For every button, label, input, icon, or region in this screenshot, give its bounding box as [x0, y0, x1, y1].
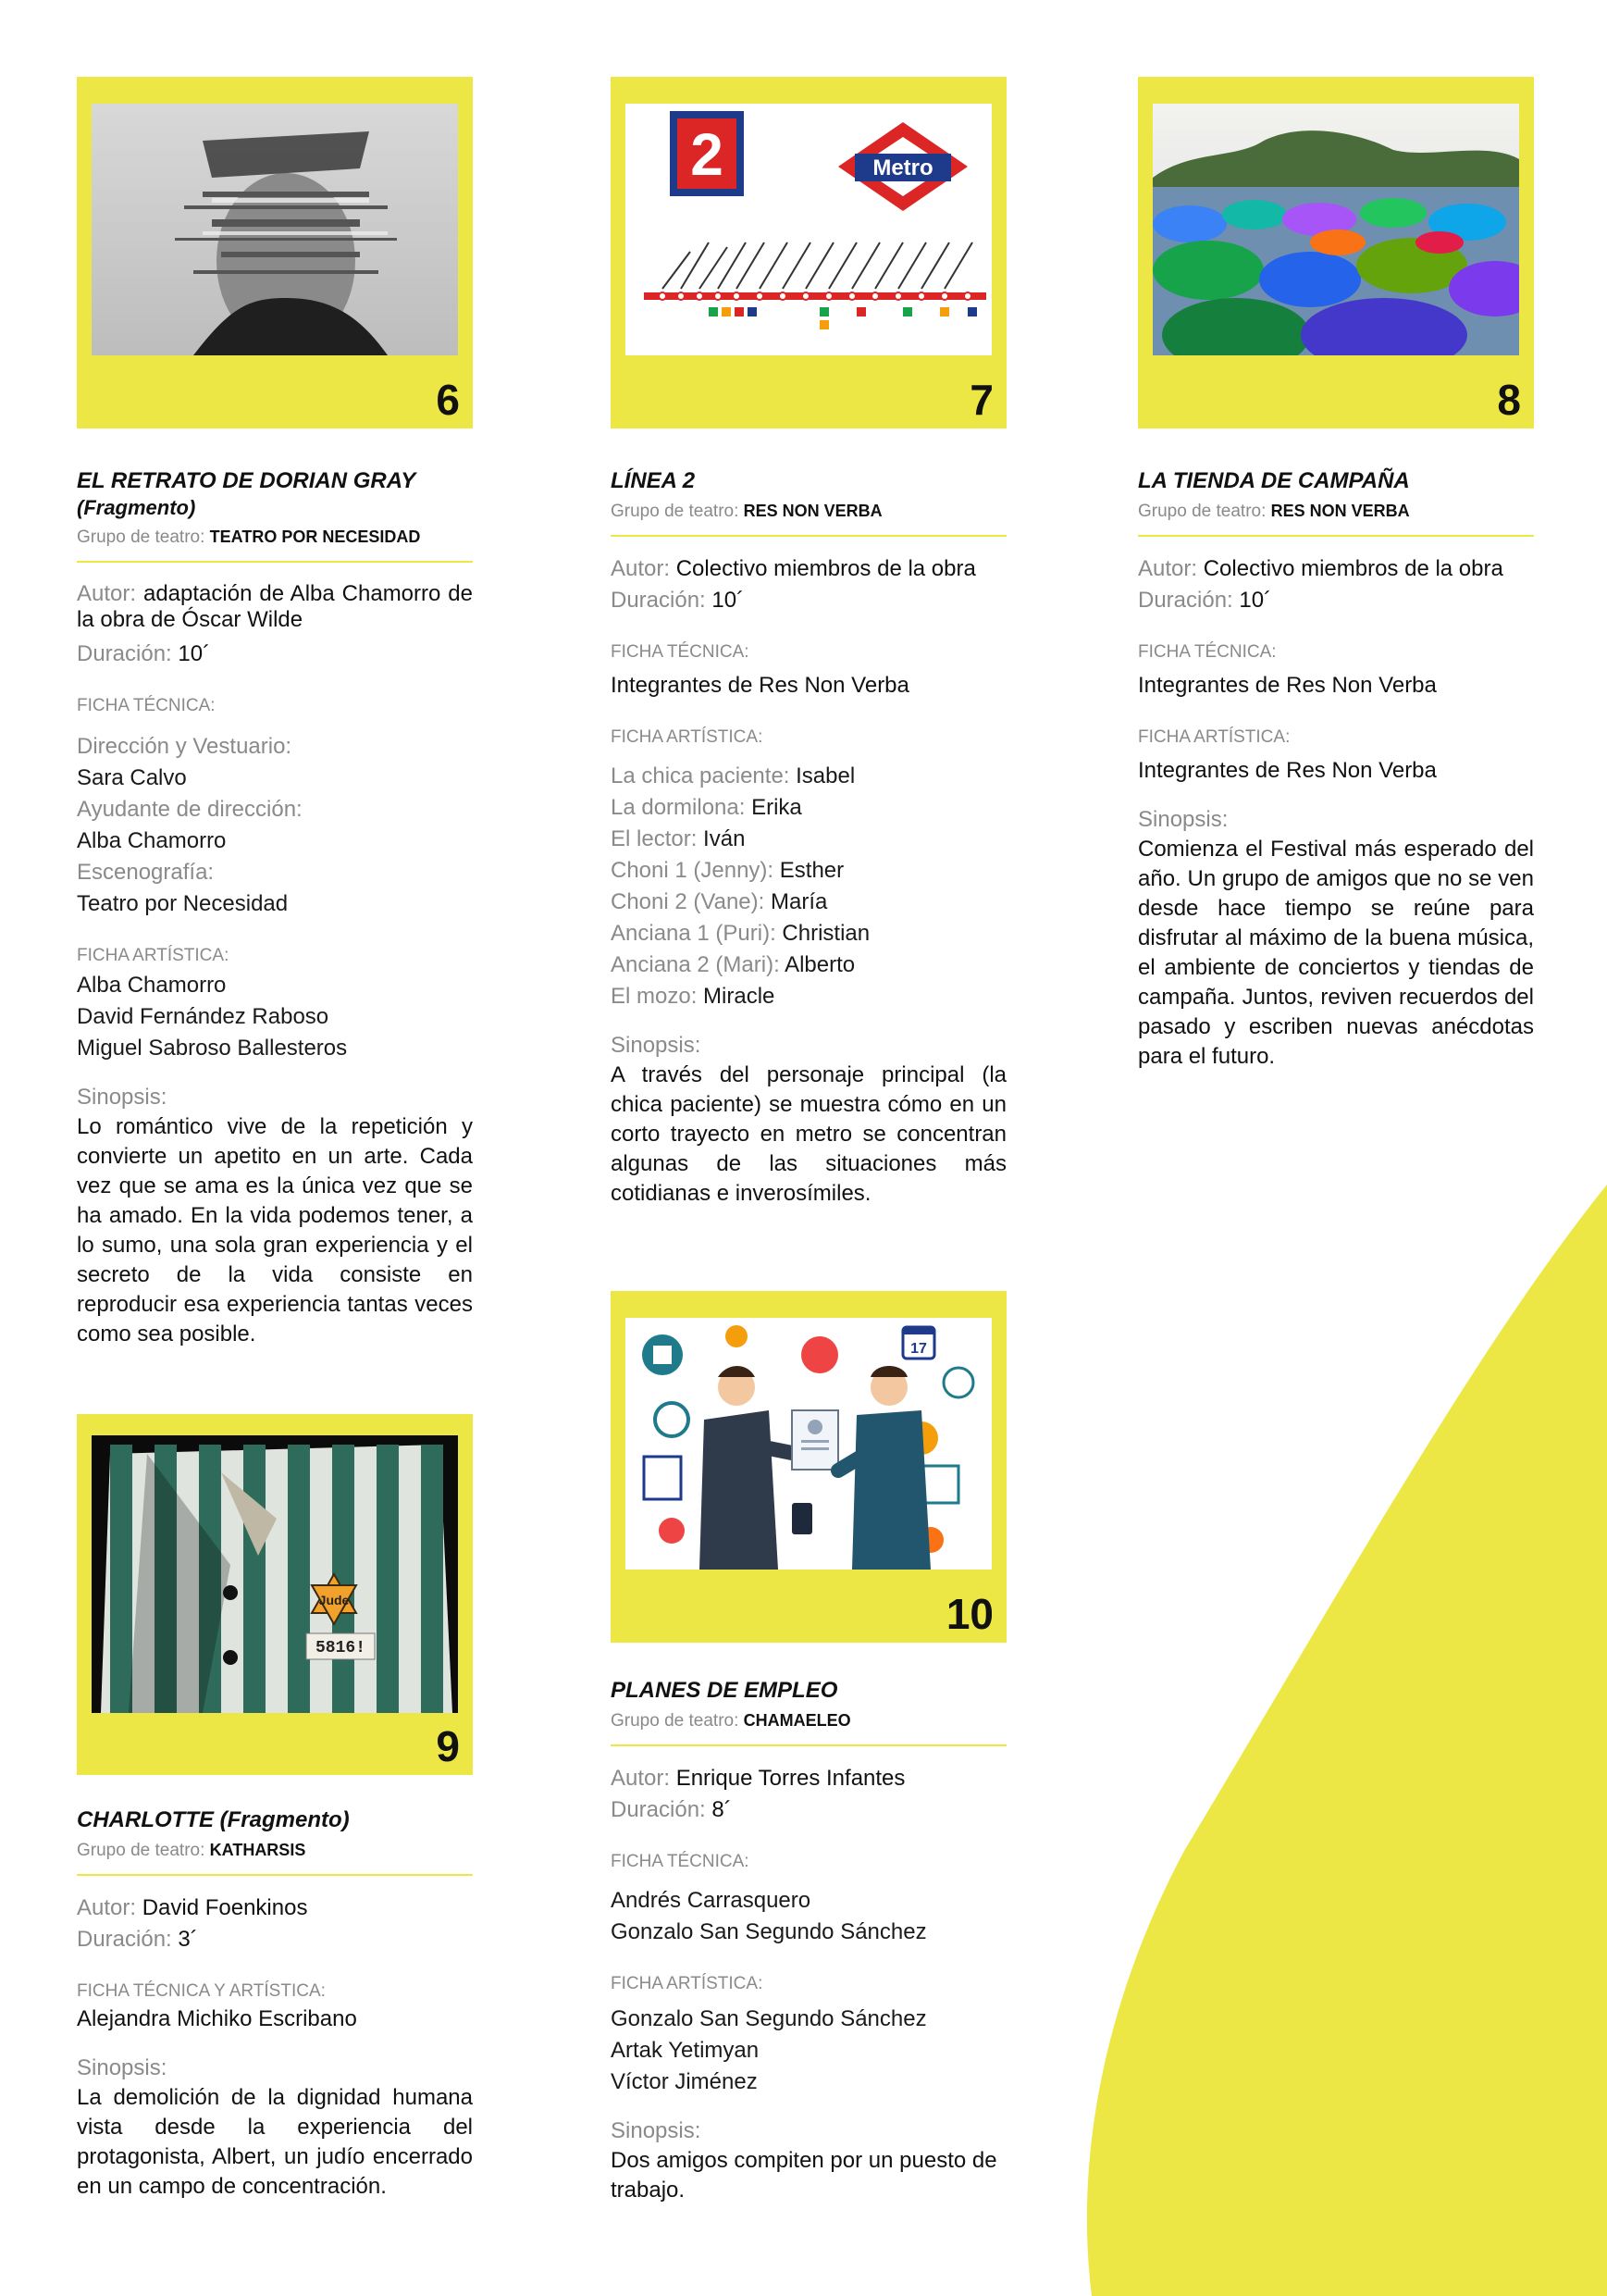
role: Escenografía: [77, 860, 215, 885]
group-label: Grupo de teatro: [77, 1841, 205, 1860]
role: Dirección y Vestuario: [77, 734, 292, 759]
play-image-card-9 [77, 1414, 473, 1775]
sinopsis-label: Sinopsis: [77, 2055, 167, 2080]
ficha-artistica-list [77, 970, 473, 1064]
duration-label: Duración: [611, 1797, 706, 1822]
theatre-group [611, 1708, 1007, 1746]
author [77, 1893, 473, 1924]
play-title: CHARLOTTE (Fragmento) [77, 1807, 350, 1832]
play-title: LÍNEA 2 [611, 468, 696, 493]
cast-row: La chica paciente: Isabel [611, 763, 856, 788]
play-title: LA TIENDA DE CAMPAÑA [1138, 468, 1410, 493]
group-name: TEATRO POR NECESIDAD [209, 527, 421, 546]
ficha-tecnica-label: FICHA TÉCNICA: [77, 696, 216, 715]
person: Teatro por Necesidad [77, 891, 289, 916]
author-value: Enrique Torres Infantes [675, 1766, 906, 1791]
job-interview-illustration [625, 1318, 992, 1570]
sinopsis-text: La demolición de la dignidad humana vista desde la experiencia del protagonista, Albert, un judío encerrado en un campo de concentración. [77, 2085, 473, 2199]
duration [611, 585, 1007, 616]
ficha-tecnica-label: FICHA TÉCNICA: [1138, 642, 1277, 662]
play-number: 10 [946, 1590, 994, 1638]
cast-row: Choni 2 (Vane): María [611, 889, 828, 914]
play-number: 8 [1497, 376, 1521, 424]
play-image-card-6 [77, 77, 473, 428]
author [611, 553, 1007, 585]
play-number: 9 [436, 1722, 460, 1770]
sinopsis-label: Sinopsis: [77, 1085, 167, 1110]
crew-member: Gonzalo San Segundo Sánchez [611, 1919, 927, 1944]
play-title: PLANES DE EMPLEO [611, 1678, 838, 1703]
author [77, 581, 473, 633]
cast-member: David Fernández Raboso [77, 1004, 329, 1029]
author-value: Colectivo miembros de la obra [1203, 556, 1503, 581]
crew-member: Andrés Carrasquero [611, 1888, 811, 1913]
group-label: Grupo de teatro: [611, 502, 739, 521]
author-label: Autor: [77, 1895, 137, 1920]
ficha-tecnica-list [77, 731, 473, 920]
duration-value: 3´ [178, 1927, 198, 1952]
play-info-6 [77, 467, 473, 1349]
theatre-group [1138, 499, 1534, 537]
ficha-tecnica-value: Integrantes de Res Non Verba [1138, 673, 1437, 698]
author [1138, 553, 1534, 585]
duration-label: Duración: [611, 588, 706, 613]
ficha-value: Alejandra Michiko Escribano [77, 2006, 357, 2031]
role: Ayudante de dirección: [77, 797, 303, 822]
group-label: Grupo de teatro: [77, 527, 205, 547]
cast-member: Alba Chamorro [77, 973, 227, 998]
cast-row: Anciana 1 (Puri): Christian [611, 921, 871, 946]
prisoner-tag-text: 5816! [315, 1639, 366, 1657]
group-label: Grupo de teatro: [1138, 502, 1267, 521]
play-image-card-8 [1138, 77, 1534, 428]
author-value: Colectivo miembros de la obra [675, 556, 976, 581]
duration-value: 10´ [711, 588, 745, 613]
ficha-tecnica-list [611, 1885, 1007, 1948]
cast-list [611, 761, 1007, 1012]
group-name: RES NON VERBA [1270, 502, 1410, 520]
cast-row: El mozo: Miracle [611, 984, 775, 1009]
author-label: Autor: [611, 1766, 671, 1791]
ficha-tecnica-label: FICHA TÉCNICA: [611, 642, 749, 662]
cast-member: Gonzalo San Segundo Sánchez [611, 2006, 927, 2031]
ficha-artistica-label: FICHA ARTÍSTICA: [77, 946, 229, 965]
sinopsis-text: Lo romántico vive de la repetición y convierte un apetito en un arte. Cada vez que se ama es la única vez que se ha amado. En la vida podemos tener, a lo sumo, una sola gran experiencia y el secreto de la vida consiste en reproducir esa experiencia tantas veces como sea posible. [77, 1114, 473, 1347]
theatre-group [611, 499, 1007, 537]
metro-line-number: 2 [690, 121, 723, 188]
duration [611, 1794, 1007, 1826]
play-info-10 [611, 1677, 1007, 2205]
sinopsis-label: Sinopsis: [611, 1033, 701, 1058]
author-label: Autor: [77, 581, 137, 606]
group-name: RES NON VERBA [743, 502, 883, 520]
cast-row: Anciana 2 (Mari): Alberto [611, 952, 856, 977]
ficha-artistica-label: FICHA ARTÍSTICA: [611, 1974, 763, 1993]
metro-sign-text: Metro [872, 155, 933, 180]
dorian-gray-photo [92, 104, 458, 355]
play-info-8 [1138, 467, 1534, 1072]
sinopsis-label: Sinopsis: [1138, 807, 1229, 832]
tents-festival-photo [1153, 104, 1519, 355]
duration [1138, 585, 1534, 616]
cast-member: Víctor Jiménez [611, 2069, 758, 2094]
star-badge-text: Jude [318, 1593, 350, 1607]
cast-row: Choni 1 (Jenny): Esther [611, 858, 845, 883]
theatre-group [77, 525, 473, 563]
duration-label: Duración: [77, 1927, 172, 1952]
duration-value: 10´ [1239, 588, 1272, 613]
play-image-card-10 [611, 1291, 1007, 1643]
group-name: CHAMAELEO [743, 1711, 851, 1730]
author [611, 1763, 1007, 1794]
metro-line-2-image [625, 104, 992, 355]
duration-label: Duración: [1138, 588, 1233, 613]
sinopsis-text: A través del personaje principal (la chica paciente) se muestra cómo en un corto trayecto en metro se concentran algunas de las situaciones más cotidianas e inverosímiles. [611, 1062, 1007, 1206]
cast-member: Artak Yetimyan [611, 2038, 760, 2063]
ficha-artistica-value: Integrantes de Res Non Verba [1138, 758, 1437, 783]
play-number: 6 [436, 376, 460, 424]
author-label: Autor: [611, 556, 671, 581]
ficha-artistica-list [611, 2004, 1007, 2098]
ficha-label: FICHA TÉCNICA Y ARTÍSTICA: [77, 1981, 326, 2001]
duration [77, 639, 473, 670]
group-label: Grupo de teatro: [611, 1711, 739, 1731]
ficha-tecnica-label: FICHA TÉCNICA: [611, 1852, 749, 1871]
play-number: 7 [970, 376, 994, 424]
group-name: KATHARSIS [209, 1841, 306, 1859]
cast-row: La dormilona: Erika [611, 795, 802, 820]
calendar-day-text: 17 [910, 1341, 927, 1357]
cast-row: El lector: Iván [611, 826, 746, 851]
author-value: David Foenkinos [142, 1895, 308, 1920]
theatre-group [77, 1838, 473, 1876]
duration-value: 10´ [178, 641, 211, 666]
ficha-artistica-label: FICHA ARTÍSTICA: [1138, 727, 1291, 747]
duration-label: Duración: [77, 641, 172, 666]
play-info-9 [77, 1806, 473, 2202]
striped-uniform-photo [92, 1435, 458, 1713]
person: Sara Calvo [77, 765, 187, 790]
author-label: Autor: [1138, 556, 1198, 581]
person: Alba Chamorro [77, 828, 227, 853]
play-image-card-7 [611, 77, 1007, 428]
duration [77, 1924, 473, 1955]
play-info-7 [611, 467, 1007, 1209]
play-title: EL RETRATO DE DORIAN GRAY [77, 468, 416, 493]
author-value: adaptación de Alba Chamorro de la obra de Óscar Wilde [77, 581, 474, 632]
ficha-tecnica-value: Integrantes de Res Non Verba [611, 673, 909, 698]
sinopsis-text: Dos amigos compiten por un puesto de trabajo. [611, 2148, 997, 2203]
cast-member: Miguel Sabroso Ballesteros [77, 1036, 348, 1061]
sinopsis-label: Sinopsis: [611, 2118, 701, 2143]
play-subtitle: (Fragmento) [77, 496, 196, 519]
sinopsis-text: Comienza el Festival más esperado del año. Un grupo de amigos que no se ven desde hace tiempo se reúne para disfrutar al máximo de la buena música, el ambiente de conciertos y tiendas de campaña. Juntos, reviven recuerdos del pasado y escriben nuevas anécdotas para el futuro. [1138, 837, 1534, 1069]
duration-value: 8´ [711, 1797, 732, 1822]
ficha-artistica-label: FICHA ARTÍSTICA: [611, 727, 763, 747]
